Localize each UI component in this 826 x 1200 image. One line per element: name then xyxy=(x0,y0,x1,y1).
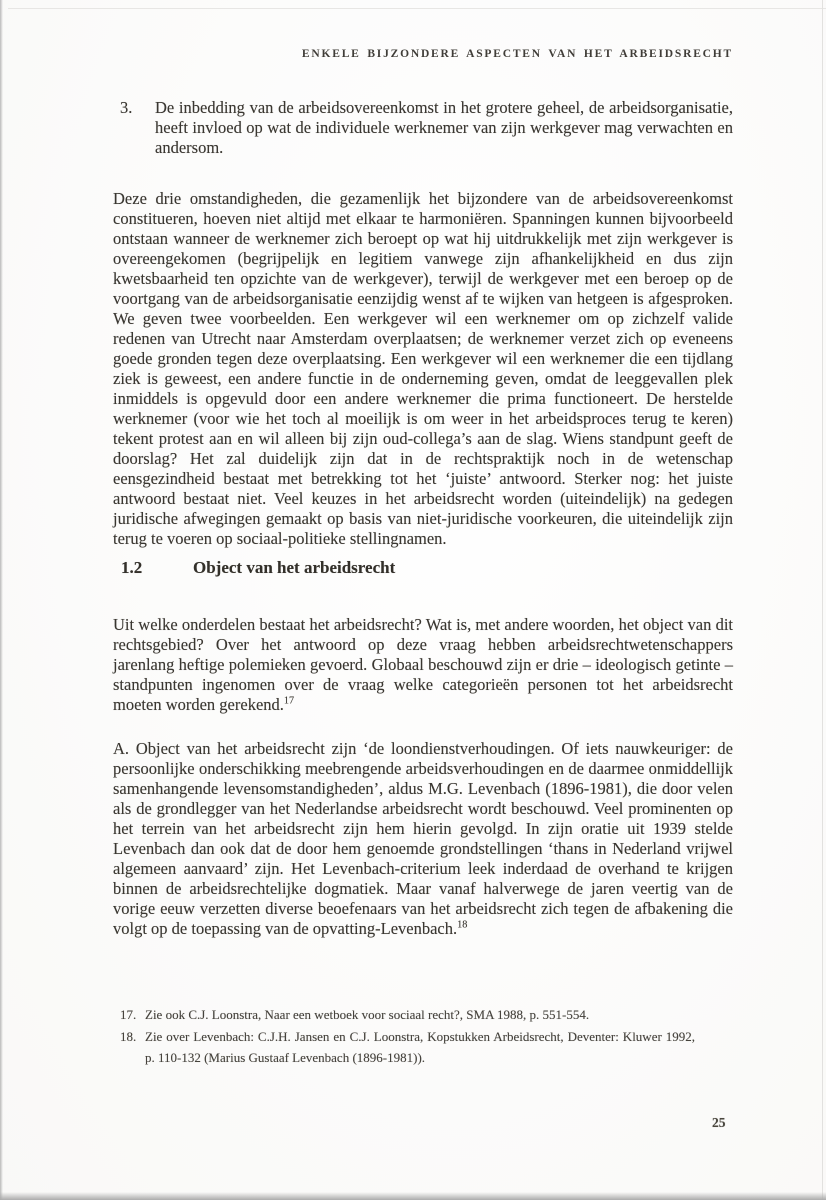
footnote-18 xyxy=(113,1026,713,1069)
page-number: 25 xyxy=(712,1115,726,1130)
numbered-list-item-3 xyxy=(113,98,733,158)
footnote-number: 18. xyxy=(120,1028,137,1044)
paragraph-1: Deze drie omstandigheden, die gezamenlijk het bijzondere van de arbeidsovereenkomst constitueren, hoeven niet altijd met elkaar te harmoniëren. Spanningen kunnen bijvoorbeeld ontstaan wanneer de werknemer zich beroept op wat hij uitdrukkelijk met zijn werkgever is overeengekomen (begrijpelijk en legitiem vanwege zijn afhankelijkheid en dus zijn kwetsbaarheid ten opzichte van de werkgever), terwijl de werkgever met een beroep op de voortgang van de arbeidsorganisatie eenzijdig wenst af te wijken van hetgeen is afgesproken. We geven twee voorbeelden. Een werkgever wil een werknemer om op zichzelf valide redenen van Utrecht naar Amsterdam overplaatsen; de werknemer verzet zich op eveneens goede gronden tegen deze overplaatsing. Een werkgever wil een werknemer die een tijdlang ziek is geweest, een andere functie in de onderneming geven, omdat de leeggevallen plek inmiddels is opgevuld door een andere werknemer die prima functioneert. De herstelde werknemer (voor wie het toch al moeilijk is om weer in het arbeidsproces terug te keren) tekent protest aan en wil alleen bij zijn oud-collega’s aan de slag. Wiens standpunt geeft de doorslag? Het zal duidelijk zijn dat in de rechtspraktijk noch in de wetenschap eensgezindheid bestaat met betrekking tot het ‘juiste’ antwoord. Sterker nog: het juiste antwoord bestaat niet. Veel keuzes in het arbeidsrecht worden (uiteindelijk) na gedegen juridische afwegingen gemaakt op basis van niet-juridische voorkeuren, die uiteindelijk zijn terug te voeren op sociaal-politieke stellingnamen. xyxy=(113,188,733,548)
paragraph-2-text: Uit welke onderdelen bestaat het arbeidsrecht? Wat is, met andere woorden, het object van dit rechtsgebied? Over het antwoord op deze vraag hebben arbeidsrechtwetenschappers jarenlang heftige polemieken gevoerd. Globaal beschouwd zijn er drie – ideologisch getinte – standpunten ingenomen over de vraag welke categorieën personen tot het arbeidsrecht moeten worden gerekend. xyxy=(113,614,733,714)
footnote-text: Zie over Levenbach: C.J.H. Jansen en C.J. Loonstra, Kopstukken Arbeidsrecht, Deventer: Kluwer 1992, p. 110-132 (Marius Gustaaf Levenbach (1896-1981)). xyxy=(145,1028,695,1065)
page-edge-right xyxy=(822,0,823,1200)
section-number: 1.2 xyxy=(121,558,143,577)
list-item-number: 3. xyxy=(120,98,133,117)
paragraph-3-text: A. Object van het arbeidsrecht zijn ‘de loondienstverhoudingen. Of iets nauwkeuriger: de persoonlijke onderschikking meebrengende arbeidsverhoudingen en de daarmee onmiddellijk samenhangende levensomstandigheden’, aldus M.G. Levenbach (1896-1981), die door velen als de grondlegger van het Nederlandse arbeidsrecht wordt beschouwd. Veel prominenten op het terrein van het arbeidsrecht zijn hem hierin gevolgd. In zijn oratie uit 1939 stelde Levenbach dan ook dat de door hem genoemde grondstellingen ‘thans in Nederland vrijwel algemeen aanvaard’ zijn. Het Levenbach-criterium leek inderdaad de overhand te krijgen binnen de arbeidsrechtelijke dogmatiek. Maar vanaf halverwege de jaren veertig van de vorige eeuw verzetten diverse beoefenaars van het arbeidsrecht zich tegen de afbakening die volgt op de toepassing van de opvatting-Levenbach. xyxy=(113,738,733,938)
page-edge-left xyxy=(0,0,3,1200)
paragraph-3 xyxy=(113,739,733,939)
running-header: ENKELE BIJZONDERE ASPECTEN VAN HET ARBEIDSRECHT xyxy=(301,48,733,60)
section-heading-1-2 xyxy=(113,558,733,578)
footnote-17 xyxy=(113,1004,713,1026)
page-edge-top xyxy=(8,8,826,9)
footnote-number: 17. xyxy=(120,1007,137,1022)
footnote-ref-17: 17 xyxy=(283,695,295,706)
footnote-text: Zie ook C.J. Loonstra, Naar een wetboek voor sociaal recht?, SMA 1988, p. 551-554. xyxy=(145,1007,590,1022)
page-edge-bottom xyxy=(0,1192,826,1200)
footnotes-block xyxy=(113,1004,713,1069)
paragraph-2 xyxy=(113,615,733,715)
footnote-ref-18: 18 xyxy=(457,919,468,930)
section-title: Object van het arbeidsrecht xyxy=(193,558,396,577)
list-item-text: De inbedding van de arbeidsovereenkomst in het grotere geheel, de arbeidsorganisatie, heeft invloed op wat de individuele werknemer van zijn werkgever mag verwachten en andersom. xyxy=(155,98,733,157)
